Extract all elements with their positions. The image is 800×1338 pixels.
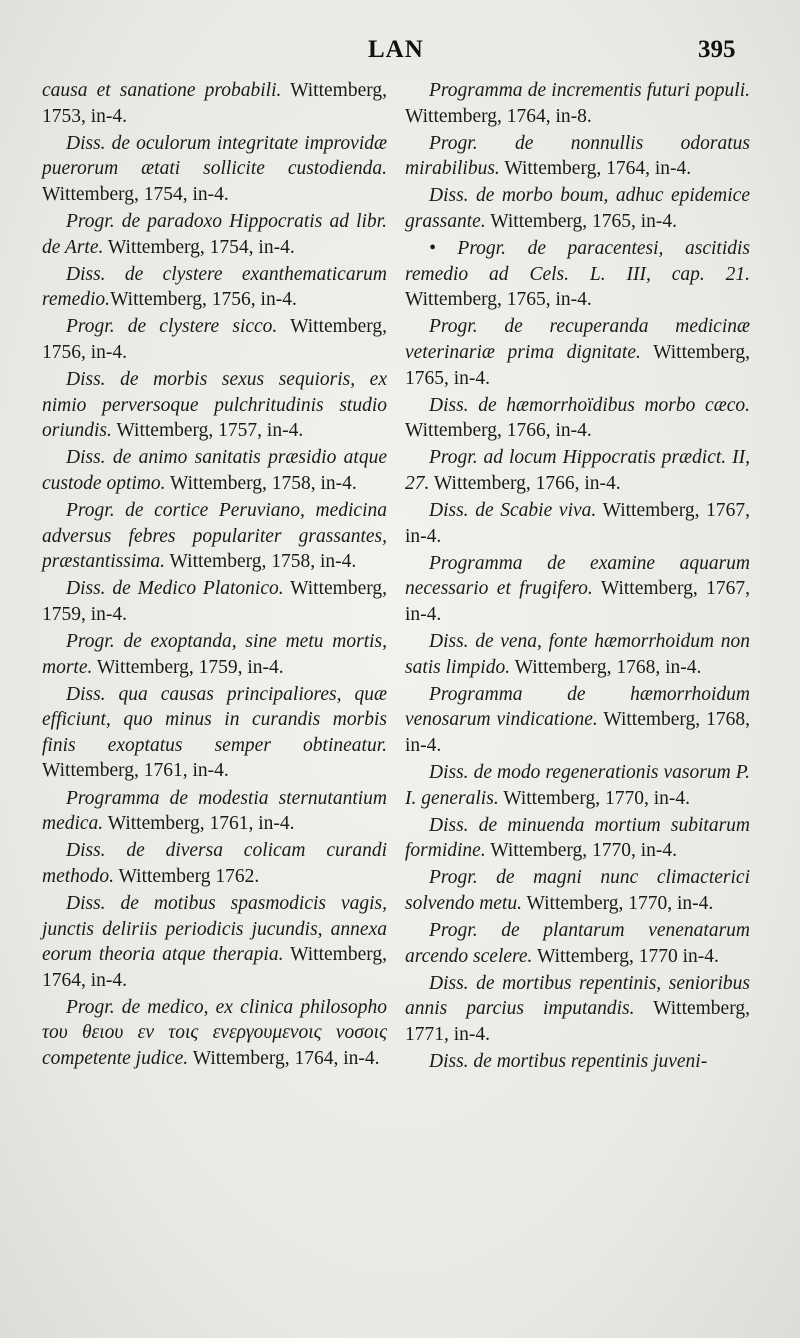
entry-imprint: Wittemberg, 1758, in-4.	[165, 472, 357, 494]
bibliography-entry	[42, 131, 387, 208]
entry-title: Diss. de animo sanitatis præsidio atque custode optimo.	[42, 447, 387, 494]
entry-title: causa et sanatione probabili.	[42, 80, 282, 101]
entry-imprint: Wittemberg, 1754, in-4.	[42, 183, 229, 205]
entry-title: Diss. de mortibus repentinis, senioribus annis parcius imputandis.	[405, 972, 750, 1020]
entry-title: Programma de incrementis futuri populi.	[429, 80, 750, 101]
bibliography-entry	[405, 813, 750, 864]
bibliography-entry	[405, 971, 750, 1048]
entry-title: Diss. de clystere exanthematicarum remedio.	[42, 263, 387, 311]
bibliography-entry	[42, 786, 387, 837]
running-title: LAN	[368, 36, 424, 63]
bibliography-entry	[405, 131, 750, 182]
entry-imprint: Wittemberg, 1770, in-4.	[485, 840, 678, 862]
bibliography-entry	[405, 1049, 750, 1075]
bibliography-entry	[405, 183, 750, 234]
entry-title: Programma de hæmorrhoidum venosarum vindicatione.	[405, 683, 750, 731]
entry-title: Progr. de plantarum venenatarum arcendo scelere.	[405, 920, 750, 967]
bibliography-entry	[42, 262, 387, 313]
entry-imprint: Wittemberg, 1764, in-4.	[499, 158, 692, 180]
bibliography-entry	[405, 760, 750, 811]
entry-title: Diss. de Scabie viva.	[429, 500, 597, 521]
bibliography-entry	[42, 838, 387, 889]
bibliography-entry	[42, 367, 387, 444]
entry-imprint: Wittemberg, 1765, in-4.	[405, 341, 750, 389]
entry-imprint: Wittemberg, 1757, in-4.	[111, 420, 304, 442]
entry-imprint: Wittemberg, 1754, in-4.	[103, 236, 295, 258]
entry-imprint: Wittemberg, 1766, in-4.	[405, 420, 592, 442]
entry-imprint: Wittemberg, 1766, in-4.	[429, 472, 621, 494]
entry-title: Diss. de hæmorrhoïdibus morbo cæco.	[429, 394, 750, 416]
bibliography-entry	[405, 918, 750, 969]
bibliography-entry	[42, 314, 387, 365]
entry-imprint: Wittemberg, 1759, in-4.	[42, 578, 387, 625]
running-header	[0, 36, 800, 76]
bibliography-entry	[405, 551, 750, 628]
entry-imprint: Wittemberg, 1767, in-4.	[405, 500, 750, 547]
page-number: 395	[698, 36, 736, 63]
entry-imprint: Wittemberg, 1771, in-4.	[405, 998, 750, 1045]
entry-title: Progr. ad locum Hippocratis prædict. II, 27.	[405, 447, 750, 494]
entry-imprint: Wittemberg, 1756, in-4.	[110, 289, 297, 311]
entry-title: Progr. de medico, ex clinica philosopho του θειου εν τοις ενεργουμενοις νοσοις competente judice.	[42, 996, 387, 1069]
entry-title: Diss. de vena, fonte hæmorrhoidum non satis limpido.	[405, 630, 750, 678]
entry-imprint: Wittemberg, 1768, in-4.	[405, 709, 750, 756]
bibliography-entry	[405, 236, 750, 313]
entry-title: Diss. de morbo boum, adhuc epidemice grassante.	[405, 185, 750, 232]
entry-title: Programma de modestia sternutantium medica.	[42, 787, 387, 835]
bibliography-entry	[42, 445, 387, 496]
bibliography-entry	[42, 995, 387, 1072]
entry-title: Programma de examine aquarum necessario et frugifero.	[405, 552, 750, 600]
bibliography-entry	[405, 498, 750, 549]
entry-imprint: Wittemberg, 1756, in-4.	[42, 316, 387, 363]
bibliography-entry	[405, 314, 750, 391]
bibliography-entry	[405, 682, 750, 759]
bibliography-entry	[42, 891, 387, 993]
entry-imprint: Wittemberg, 1767, in-4.	[405, 578, 750, 625]
entry-title: Progr. de cortice Peruviano, medicina adversus febres populariter grassantes, præstantissima.	[42, 500, 387, 573]
left-column	[42, 78, 387, 1073]
bibliography-entry	[42, 576, 387, 627]
entry-title: Diss. de motibus spasmodicis vagis, junctis deliriis periodicis jucundis, annexa eorum theoria atque therapia.	[42, 892, 387, 966]
entry-title: Diss. de minuenda mortium subitarum formidine.	[405, 814, 750, 862]
entry-title: Progr. de magni nunc climacterici solvendo metu.	[405, 867, 750, 914]
entry-imprint: Wittemberg, 1753, in-4.	[42, 80, 387, 127]
entry-title: Progr. de nonnullis odoratus mirabilibus.	[405, 132, 750, 180]
entry-title: Progr. de clystere sicco.	[66, 316, 278, 338]
entry-imprint: Wittemberg, 1759, in-4.	[92, 656, 284, 678]
entry-imprint: Wittemberg, 1770, in-4.	[521, 892, 714, 914]
bibliography-entry	[405, 393, 750, 444]
entry-imprint: Wittemberg, 1758, in-4.	[165, 551, 357, 573]
bibliography-entry	[42, 498, 387, 575]
entry-title: • Progr. de paracentesi, ascitidis remedio ad Cels. L. III, cap. 21.	[405, 238, 750, 285]
entry-title: Progr. de exoptanda, sine metu mortis, morte.	[42, 630, 387, 678]
entry-title: Progr. de paradoxo Hippocratis ad libr. de Arte.	[42, 210, 387, 258]
entry-imprint: Wittemberg, 1764, in-4.	[188, 1047, 380, 1069]
entry-title: Diss. de mortibus repentinis juveni-	[429, 1050, 708, 1072]
entry-imprint: Wittemberg, 1765, in-4.	[405, 289, 592, 311]
right-column	[405, 78, 750, 1076]
bibliography-entry	[42, 682, 387, 784]
entry-title: Diss. de Medico Platonico.	[66, 578, 284, 600]
bibliography-entry	[405, 445, 750, 496]
entry-title: Diss. de oculorum integritate improvidæ puerorum ætati sollicite custodienda.	[42, 132, 387, 180]
entry-title: Diss. de morbis sexus sequioris, ex nimio perversoque pulchritudinis studio oriundis.	[42, 369, 387, 442]
entry-imprint: Wittemberg, 1770 in-4.	[532, 945, 719, 967]
bibliography-entry	[42, 78, 387, 129]
entry-imprint: Wittemberg, 1764, in-8.	[405, 105, 592, 127]
entry-imprint: Wittemberg, 1761, in-4.	[103, 813, 295, 835]
entry-title: Progr. de recuperanda medicinæ veterinariæ prima dignitate.	[405, 316, 750, 363]
entry-imprint: Wittemberg, 1764, in-4.	[42, 944, 387, 991]
entry-imprint: Wittemberg, 1761, in-4.	[42, 760, 229, 782]
bibliography-entry	[42, 629, 387, 680]
entry-title: Diss. qua causas principaliores, quæ efficiunt, quo minus in curandis morbis finis exoptatus semper obtineatur.	[42, 683, 387, 756]
entry-imprint: Wittemberg 1762.	[114, 865, 260, 887]
entry-imprint: Wittemberg, 1765, in-4.	[485, 210, 678, 232]
entry-title: Diss. de diversa colicam curandi methodo.	[42, 840, 387, 887]
bibliography-entry	[405, 78, 750, 129]
bibliography-entry	[405, 629, 750, 680]
bibliography-entry	[405, 865, 750, 916]
entry-title: Diss. de modo regenerationis vasorum P. I. generalis.	[405, 761, 750, 809]
entry-imprint: Wittemberg, 1768, in-4.	[510, 656, 702, 678]
entry-imprint: Wittemberg, 1770, in-4.	[498, 787, 691, 809]
bibliography-entry	[42, 209, 387, 260]
